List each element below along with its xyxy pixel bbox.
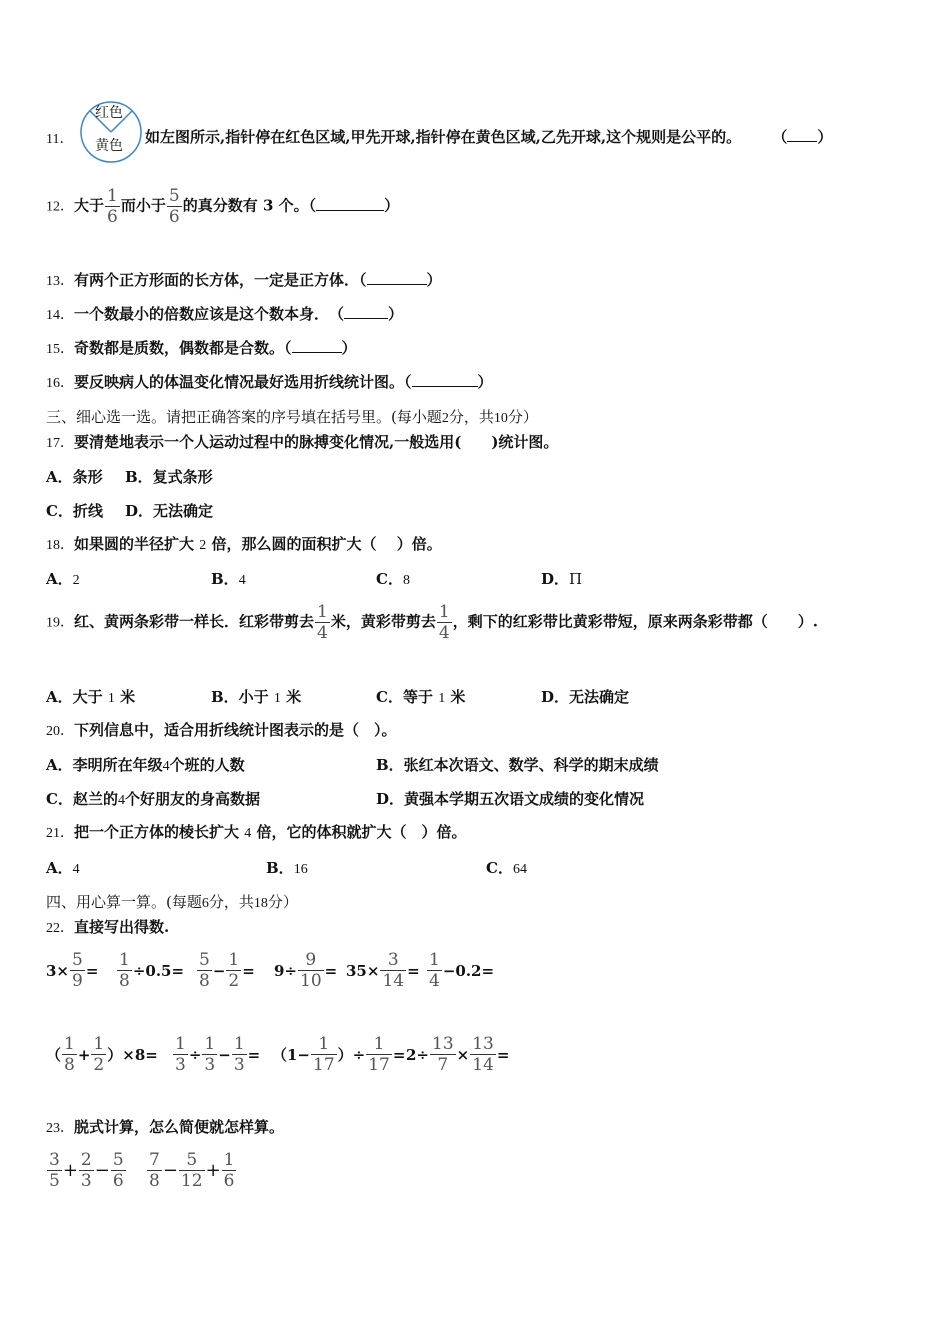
question-19: 19．红、黄两条彩带一样长．红彩带剪去 $\frac{1}{4}$ 米，黄彩带剪去 $\frac{1}{4}$ ，剩下的红彩带比黄彩带短，原来两条彩带都（ ）. xyxy=(46,602,818,643)
question-11 xyxy=(46,128,73,150)
calc-row-1 xyxy=(46,950,926,1000)
fraction: $\frac{1}{4}$ xyxy=(438,602,450,643)
option-c[interactable]: C．赵兰的4个好朋友的身高数据 xyxy=(46,790,260,808)
expression: 35× $\frac{3}{14}$ = xyxy=(346,950,420,991)
spinner-label-red: 红色 xyxy=(95,105,123,121)
section-3-heading: 三、细心选一选。请把正确答案的序号填在括号里。(每小题2分，共10分） xyxy=(46,408,538,426)
option-b[interactable]: B．复式条形 xyxy=(125,468,213,486)
spinner-label-yellow: 黄色 xyxy=(95,138,123,154)
option-c[interactable]: C．64 xyxy=(486,859,527,877)
spinner-diagram xyxy=(78,100,146,164)
question-22: 22．直接写出得数. xyxy=(46,918,170,936)
expression: $\frac{3}{5}$ + $\frac{2}{3}$ − $\frac{5}{6}$ xyxy=(49,1150,124,1191)
question-11-text: 如左图所示,指针停在红色区域,甲先开球,指针停在黄色区域,乙先开球,这个规则是公平的。 （ ） xyxy=(145,128,833,146)
expression: （1− $\frac{1}{17}$ ）÷ $\frac{1}{17}$ = xyxy=(272,1034,406,1075)
section-4-heading: 四、用心算一算。(每题6分，共18分） xyxy=(46,893,298,911)
question-16: 16．要反映病人的体温变化情况最好选用折线统计图。（ ） xyxy=(46,373,493,391)
expression: $\frac{1}{3}$ ÷ $\frac{1}{3}$ − $\frac{1}{3}$ = xyxy=(175,1034,261,1075)
option-c[interactable]: C．8 xyxy=(376,570,410,588)
fraction: $\frac{5}{6}$ xyxy=(168,186,180,227)
option-c[interactable]: C．折线 xyxy=(46,502,103,520)
expression: 9÷ $\frac{9}{10}$ = xyxy=(274,950,338,991)
answer-blank[interactable] xyxy=(412,372,478,387)
answer-blank[interactable] xyxy=(787,127,817,142)
question-17: 17．要清楚地表示一个人运动过程中的脉搏变化情况,一般选用( )统计图。 xyxy=(46,433,559,451)
question-20: 20．下列信息中，适合用折线统计图表示的是（ ）。 xyxy=(46,721,397,739)
fraction: $\frac{1}{4}$ xyxy=(317,602,328,643)
option-d[interactable]: D．无法确定 xyxy=(541,688,630,706)
question-number: 11． xyxy=(46,132,74,147)
calc-row-2 xyxy=(46,1034,926,1084)
option-a[interactable]: A．2 xyxy=(46,570,80,588)
question-12: 12．大于 $\frac{1}{6}$ 而小于 $\frac{5}{6}$ 的真分数有 3 个。（ ） xyxy=(46,186,400,227)
option-b[interactable]: B．张红本次语文、数学、科学的期末成绩 xyxy=(376,756,659,774)
expression: 3× $\frac{5}{9}$ = xyxy=(46,950,99,991)
question-21: 21．把一个正方体的棱长扩大 4 倍，它的体积就扩大（ ）倍。 xyxy=(46,823,467,841)
option-a[interactable]: A．大于 1 米 xyxy=(46,688,136,706)
option-d[interactable]: D．无法确定 xyxy=(125,502,214,520)
expression: $\frac{1}{4}$ −0.2= xyxy=(429,950,495,991)
option-b[interactable]: B．小于 1 米 xyxy=(211,688,302,706)
expression: $\frac{7}{8}$ − $\frac{5}{12}$ + $\frac{1}{6}$ xyxy=(149,1150,235,1191)
answer-blank[interactable] xyxy=(367,270,427,285)
expression: $\frac{5}{8}$ − $\frac{1}{2}$ = xyxy=(199,950,255,991)
option-b[interactable]: B．16 xyxy=(266,859,308,877)
expression: （ $\frac{1}{8}$ + $\frac{1}{2}$ ）×8= xyxy=(46,1034,158,1075)
option-a[interactable]: A．李明所在年级4个班的人数 xyxy=(46,756,245,774)
option-b[interactable]: B．4 xyxy=(211,570,246,588)
answer-blank[interactable] xyxy=(292,338,342,353)
question-13: 13．有两个正方形面的长方体，一定是正方体．（ ） xyxy=(46,271,442,289)
question-18: 18．如果圆的半径扩大 2 倍，那么圆的面积扩大（ ）倍。 xyxy=(46,535,442,553)
option-a[interactable]: A．条形 xyxy=(46,468,103,486)
question-15: 15．奇数都是质数，偶数都是合数。（ ） xyxy=(46,339,357,357)
fraction: $\frac{1}{6}$ xyxy=(107,186,118,227)
answer-blank[interactable] xyxy=(316,196,384,211)
option-a[interactable]: A．4 xyxy=(46,859,80,877)
answer-blank[interactable] xyxy=(344,304,388,319)
calc-row-3 xyxy=(46,1150,926,1200)
expression: $\frac{1}{8}$ ÷0.5= xyxy=(119,950,185,991)
question-14: 14．一个数最小的倍数应该是这个数本身． （ ） xyxy=(46,305,404,323)
option-d[interactable]: D．Π xyxy=(541,570,583,588)
expression: 2÷ $\frac{13}{7}$ × $\frac{13}{14}$ = xyxy=(406,1034,510,1075)
option-c[interactable]: C．等于 1 米 xyxy=(376,688,466,706)
option-d[interactable]: D．黄强本学期五次语文成绩的变化情况 xyxy=(376,790,645,808)
question-23: 23．脱式计算，怎么简便就怎样算。 xyxy=(46,1118,285,1136)
